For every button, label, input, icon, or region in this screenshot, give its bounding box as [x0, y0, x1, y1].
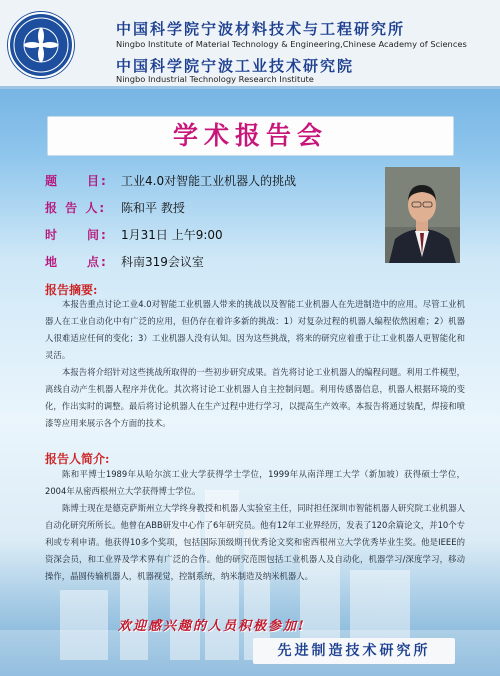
bio-paragraph-1: 陈和平博士1989年从哈尔滨工业大学获得学士学位，1999年从南洋理工大学（新加坡）获得硕士学位，2004年从密西根州立大学获得博士学位。: [45, 469, 465, 496]
org1-english-name: Ningbo Institute of Material Technology & Engineering,Chinese Academy of Sciences: [116, 39, 467, 49]
abstract-paragraph-1: 本报告重点讨论工业4.0对智能工业机器人带来的挑战以及智能工业机器人在先进制造中的应用。尽管工业机器人在工业自动化中有广泛的应用，但仍存在着许多新的挑战：1）对复杂过程的机器人编程依然困难；2）机器人很难适应任何的变化；3）工业机器人没有认知。因为这些挑战，将来的研究应着重于让工业机器人更智能化和灵活。: [45, 299, 465, 360]
info-row-topic: [45, 172, 296, 189]
info-row-speaker: [45, 199, 185, 216]
info-row-time: [45, 226, 223, 243]
info-label: 地 点:: [45, 255, 108, 269]
info-value: 科南319会议室: [121, 255, 204, 269]
speaker-photo: [385, 167, 460, 263]
footer-badge: [253, 638, 455, 664]
bio-heading: 报告人简介:: [45, 452, 110, 466]
info-row-location: [45, 253, 204, 270]
org1-chinese-name: 中国科学院宁波材料技术与工程研究所: [116, 20, 406, 38]
poster-title: 学术报告会: [172, 121, 328, 150]
abstract-paragraph-2: 本报告将介绍针对这些挑战所取得的一些初步研究成果。首先将讨论工业机器人的编程问题。利用工件模型，离线自动产生机器人程序并优化。其次将讨论工业机器人自主控制问题。利用传感器信息，机器人根据环境的变化，作出实时的调整。最后将讨论机器人在生产过程中进行学习，以提高生产效率。本报告将通过装配，焊接和喷漆等应用来展示各个方面的技术。: [45, 367, 465, 428]
poster-title-box: [47, 116, 454, 156]
info-label: 题 目:: [45, 174, 108, 188]
abstract-heading: 报告摘要:: [45, 283, 98, 297]
header-banner: [0, 0, 500, 89]
footer-org-name: 先进制造技术研究所: [277, 643, 431, 659]
info-label: 时 间:: [45, 228, 108, 242]
info-value: 工业4.0对智能工业机器人的挑战: [121, 174, 297, 188]
org2-chinese-name: 中国科学院宁波工业技术研究院: [116, 57, 355, 75]
bio-paragraph-2: 陈博士现在是德克萨斯州立大学终身教授和机器人实验室主任，同时担任深圳市智能机器人研究院工业机器人自动化研究所所长。他曾在ABB研发中心作了6年研究员。他有12年工业界经历，发表了120余篇论文，并10个专利或专利申请。他获得10多个奖项，包括国际顶级期刊优秀论文奖和密西根州立大学优秀毕业生奖。他是IEEE的资深会员，和工业界及学术界有广泛的合作。他的研究范围包括工业机器人及自动化，机器学习/深度学习，移动操作，晶圆传输机器人，机器视觉，控制系统，纳米制造及纳米机器人。: [45, 503, 465, 581]
cas-logo-icon: [8, 12, 74, 78]
info-value: 陈和平 教授: [121, 201, 185, 215]
welcome-slogan: 欢迎感兴趣的人员积极参加!: [118, 619, 306, 634]
org2-english-name: Ningbo Industrial Technology Research Institute: [116, 74, 314, 84]
info-value: 1月31日 上午9:00: [121, 228, 223, 242]
info-label: 报 告 人:: [45, 201, 107, 215]
